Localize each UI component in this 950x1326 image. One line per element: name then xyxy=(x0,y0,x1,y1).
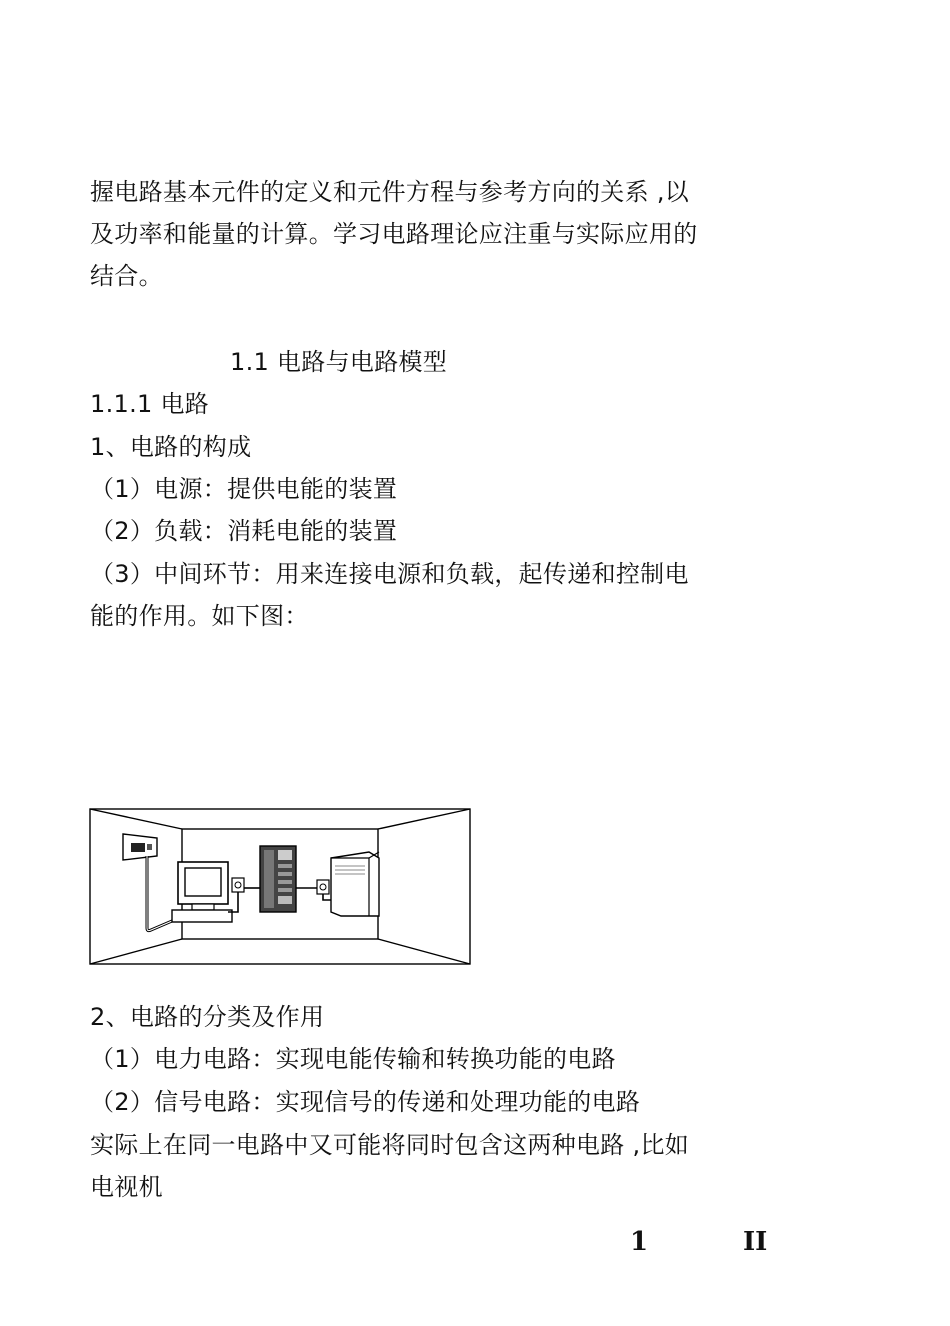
subsection-title: 1.1.1 电路 xyxy=(90,390,210,418)
circuit-illustration xyxy=(89,808,471,965)
power-outlet-icon xyxy=(123,834,157,860)
classification-note-line-2: 电视机 xyxy=(90,1173,163,1201)
composition-item-intermediate-line-2: 能的作用。如下图： xyxy=(90,602,309,630)
composition-item-load: （2）负载：消耗电能的装置 xyxy=(90,517,398,545)
load-cabinet-icon xyxy=(331,852,379,916)
page-roman-numeral: II xyxy=(743,1227,768,1257)
wall-socket-right-icon xyxy=(317,880,329,894)
classification-heading: 2、电路的分类及作用 xyxy=(90,1003,325,1031)
page-number: 1 xyxy=(630,1227,649,1257)
classification-item-power-circuit: （1）电力电路：实现电能传输和转换功能的电路 xyxy=(90,1045,616,1073)
wall-socket-icon xyxy=(232,878,244,892)
composition-heading: 1、电路的构成 xyxy=(90,433,252,461)
classification-note-line-1: 实际上在同一电路中又可能将同时包含这两种电路 ,比如 xyxy=(90,1131,690,1159)
section-title: 1.1 电路与电路模型 xyxy=(230,348,448,376)
intro-line-1: 握电路基本元件的定义和元件方程与参考方向的关系 ,以 xyxy=(90,178,690,206)
composition-item-intermediate-line-1: （3）中间环节：用来连接电源和负载，起传递和控制电 xyxy=(90,560,689,588)
computer-monitor-icon xyxy=(172,862,232,922)
intro-line-2: 及功率和能量的计算。学习电路理论应注重与实际应用的 xyxy=(90,220,698,248)
composition-item-power-source: （1）电源：提供电能的装置 xyxy=(90,475,398,503)
classification-item-signal-circuit: （2）信号电路：实现信号的传递和处理功能的电路 xyxy=(90,1088,641,1116)
control-cabinet-icon xyxy=(260,846,296,912)
intro-line-3: 结合。 xyxy=(90,262,163,290)
